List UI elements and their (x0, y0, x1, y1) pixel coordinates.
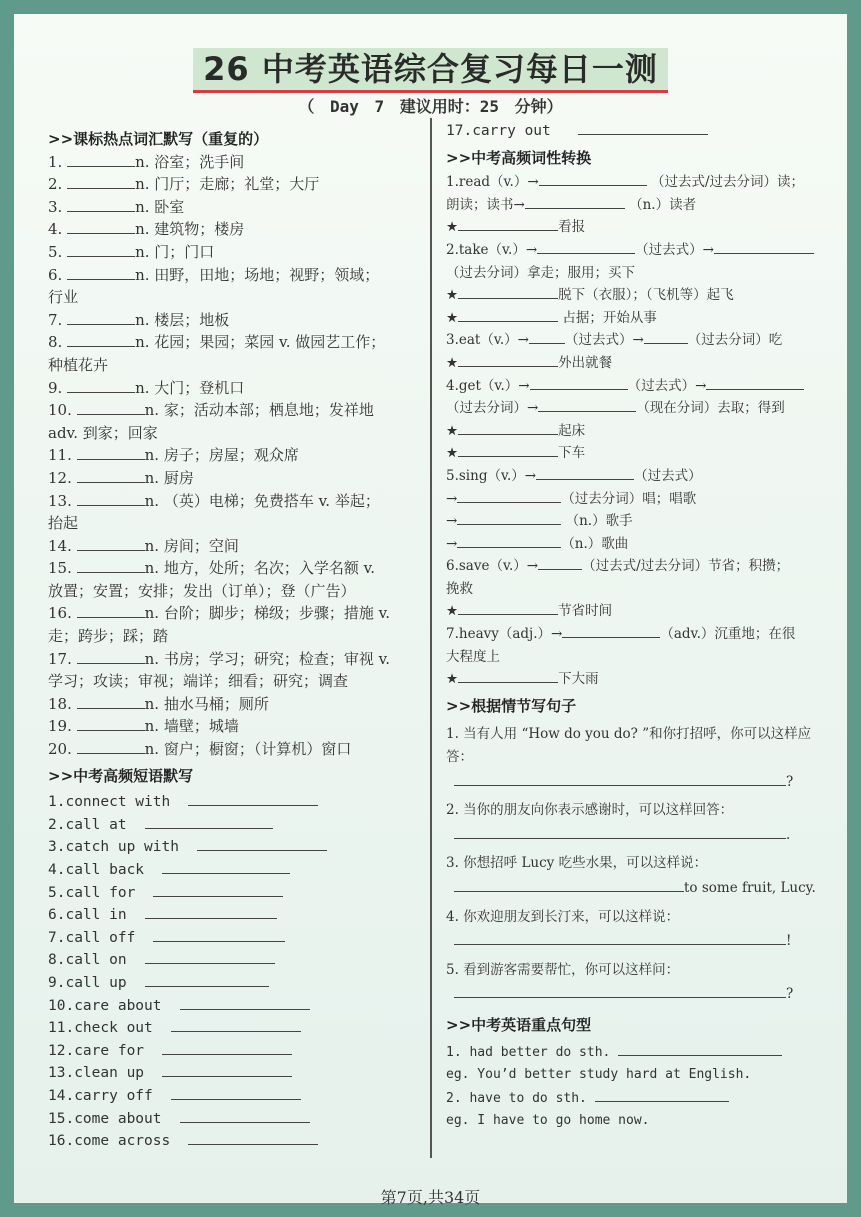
phrase-item (48, 1108, 420, 1131)
answer-blank[interactable] (457, 510, 561, 525)
wf-line (446, 623, 818, 646)
vocab-item (48, 196, 420, 219)
sentence-ending: ! (786, 933, 792, 950)
answer-blank[interactable] (67, 242, 135, 257)
vocab-item (48, 557, 420, 580)
answer-blank[interactable] (188, 1130, 318, 1145)
vocab-item (48, 490, 420, 513)
wf-text: （过去分词）唱；唱歌 (561, 490, 697, 507)
answer-blank[interactable] (562, 623, 660, 638)
wf-text: → (446, 513, 458, 530)
wf-text: 外出就餐 (558, 354, 613, 371)
sentence-prompt-cont: 答： (446, 749, 473, 766)
sentence-prompt: 3. 你想招呼 Lucy 吃些水果，可以这样说： (446, 855, 708, 872)
answer-blank[interactable] (530, 375, 628, 390)
wf-text: （过去式） (634, 467, 702, 484)
answer-blank[interactable] (706, 375, 804, 390)
vocab-item (48, 602, 420, 625)
star-icon: ★ (446, 287, 459, 304)
answer-blank[interactable] (457, 533, 561, 548)
phrase-item (48, 814, 420, 837)
vocab-item (48, 377, 420, 400)
answer-blank[interactable] (67, 265, 135, 280)
wf-text: 脱下（衣服）；（飞机等）起飞 (558, 287, 734, 304)
vocab-item (48, 648, 420, 671)
answer-row (446, 983, 818, 1006)
answer-blank[interactable] (77, 400, 145, 415)
phrase-text: 13.clean up (48, 1065, 145, 1082)
item-number: 11. (48, 446, 72, 465)
vocab-meaning-cont: adv. 到家；回家 (48, 423, 158, 442)
answer-blank[interactable] (538, 397, 636, 412)
answer-blank[interactable] (454, 771, 786, 786)
answer-blank[interactable] (458, 420, 558, 435)
answer-blank[interactable] (77, 739, 145, 754)
item-number: 20. (48, 740, 72, 759)
answer-blank[interactable] (180, 1108, 310, 1123)
item-number: 19. (48, 717, 72, 736)
wf-text: 大程度上 (446, 648, 500, 665)
answer-row (446, 930, 818, 953)
wf-line (446, 262, 818, 285)
phrase-item (48, 836, 420, 859)
wf-text: （过去分词）→ (446, 400, 539, 417)
item-number: 18. (48, 694, 72, 713)
answer-blank[interactable] (458, 600, 558, 615)
page-title (0, 44, 861, 90)
phrase-text: 9.call up (48, 974, 127, 991)
sentence-item (446, 906, 818, 953)
pattern-heading: >>中考英语重点句型 (446, 1015, 592, 1034)
answer-blank[interactable] (458, 284, 558, 299)
wf-text: 挽救 (446, 580, 473, 597)
pattern-text: 1. had better do sth. (446, 1044, 611, 1060)
item-number: 5. (48, 242, 63, 261)
phrase-item (48, 995, 420, 1018)
phrase-item (48, 1062, 420, 1085)
answer-blank[interactable] (145, 904, 277, 919)
wf-text: （过去式）→ (627, 377, 707, 394)
answer-blank[interactable] (714, 239, 814, 254)
sentence-heading: >>根据情节写句子 (446, 696, 577, 715)
answer-blank[interactable] (67, 332, 135, 347)
item-number: 3. (48, 197, 63, 216)
answer-blank[interactable] (539, 171, 647, 186)
wf-text: （过去式/过去分词）节省；积攒； (582, 558, 790, 575)
answer-blank[interactable] (458, 216, 558, 231)
answer-blank[interactable] (77, 491, 145, 506)
vocab-heading: >>课标热点词汇默写（重复的） (48, 130, 269, 148)
phrase-item (48, 1040, 420, 1063)
answer-blank[interactable] (525, 194, 625, 209)
vocab-item (48, 309, 420, 332)
answer-blank[interactable] (67, 378, 135, 393)
item-number: 2. (48, 175, 63, 194)
sentence-item (446, 852, 818, 899)
wf-text: （过去式）→ (635, 241, 714, 258)
answer-blank[interactable] (457, 488, 561, 503)
title-text: 26 中考英语综合复习每日一测 (193, 48, 668, 93)
wf-line (446, 510, 818, 533)
phrase-item (48, 904, 420, 927)
answer-blank[interactable] (595, 1087, 729, 1102)
phrase-item-17 (446, 120, 818, 143)
wf-text: 下车 (558, 445, 586, 462)
answer-row (446, 877, 818, 900)
answer-blank[interactable] (458, 442, 558, 457)
wf-text: 占据；开始从事 (562, 309, 657, 326)
wf-text: （n.）读者 (629, 196, 697, 213)
answer-blank[interactable] (77, 445, 145, 460)
item-number: 10. (48, 401, 72, 420)
wf-text: 1.read（v.）→ (446, 174, 539, 191)
wf-text: （n.）歌曲 (561, 535, 629, 552)
star-icon: ★ (446, 445, 459, 462)
wordform-section (446, 171, 818, 691)
pattern-item (446, 1041, 818, 1065)
vocab-meaning-cont: 种植花卉 (48, 355, 109, 374)
answer-blank[interactable] (454, 824, 786, 839)
item-number: 1. (48, 152, 63, 171)
wf-line (446, 171, 818, 194)
item-number: 8. (48, 333, 63, 352)
vocab-item (48, 218, 420, 241)
star-icon: ★ (446, 354, 459, 371)
wf-text: 4.get（v.）→ (446, 377, 530, 394)
wf-line (446, 555, 818, 578)
wf-line (446, 646, 818, 669)
vocab-item (48, 264, 420, 287)
vocab-meaning: n. 卧室 (135, 197, 185, 216)
wf-text: 6.save（v.）→ (446, 558, 539, 575)
vocab-item (48, 241, 420, 264)
page-footer: 第7页,共34页 (380, 1188, 481, 1207)
phrase-text: 10.care about (48, 997, 162, 1014)
answer-blank[interactable] (454, 983, 786, 998)
wf-line (446, 668, 818, 691)
wf-text: 下大雨 (558, 671, 599, 688)
left-column (48, 128, 420, 1153)
wf-line (446, 307, 818, 330)
wf-text: （过去式/过去分词）读； (650, 174, 805, 191)
star-icon: ★ (446, 422, 459, 439)
vocab-meaning: n. 门；门口 (135, 242, 215, 261)
wf-line (446, 397, 818, 420)
vocab-meaning: n. 家；活动本部；栖息地；发祥地 (144, 401, 374, 420)
star-icon: ★ (446, 309, 459, 326)
vocab-item (48, 331, 420, 354)
right-column (446, 120, 818, 1133)
answer-blank[interactable] (153, 927, 285, 942)
sentence-prompt: 4. 你欢迎朋友到长汀来，可以这样说： (446, 908, 680, 925)
vocab-item (48, 399, 420, 422)
phrase-text: 15.come about (48, 1110, 162, 1127)
pattern-list (446, 1041, 818, 1133)
item-number: 13. (48, 491, 72, 510)
phrase-item (48, 927, 420, 950)
answer-blank[interactable] (77, 558, 145, 573)
phrase-text: 12.care for (48, 1042, 145, 1059)
answer-blank[interactable] (77, 536, 145, 551)
answer-blank[interactable] (188, 791, 318, 806)
answer-blank[interactable] (180, 995, 310, 1010)
vocab-item (48, 715, 420, 738)
answer-blank[interactable] (458, 352, 558, 367)
wf-line (446, 420, 818, 443)
answer-blank[interactable] (538, 555, 582, 570)
wf-line (446, 465, 818, 488)
answer-blank[interactable] (454, 930, 786, 945)
vocab-meaning: n. 墙壁；城墙 (144, 717, 239, 736)
vocab-meaning: n. （英）电梯；免费搭车 v. 举起； (144, 491, 380, 510)
wf-text: 看报 (558, 219, 586, 236)
sentence-item (446, 799, 818, 846)
phrase-item (48, 972, 420, 995)
answer-blank[interactable] (197, 836, 327, 851)
phrase-item (48, 1017, 420, 1040)
item-number: 12. (48, 468, 72, 487)
answer-blank[interactable] (145, 814, 273, 829)
vocab-meaning: n. 田野，田地；场地；视野；领域； (135, 265, 380, 284)
vocab-meaning: n. 建筑物；楼房 (135, 220, 245, 239)
vocab-item (48, 693, 420, 716)
answer-blank[interactable] (458, 668, 558, 683)
phrase-text: 17.carry out (446, 123, 551, 139)
wf-text: 7.heavy（adj.）→ (446, 626, 563, 643)
vocab-meaning: n. 地方，处所；名次；入学名额 v. (144, 559, 376, 578)
sentence-ending: ? (786, 986, 794, 1003)
answer-blank[interactable] (77, 716, 145, 731)
wf-text: （adv.）沉重地；在很 (660, 626, 796, 643)
answer-blank[interactable] (162, 1062, 292, 1077)
answer-blank[interactable] (77, 603, 145, 618)
answer-blank[interactable] (578, 120, 708, 135)
answer-blank[interactable] (145, 972, 269, 987)
wf-line (446, 600, 818, 623)
wf-text: （过去分词）吃 (687, 332, 783, 349)
vocab-meaning-cont: 放置；安置；安排；发出（订单）；登（广告） (48, 581, 356, 600)
phrase-text: 5.call for (48, 884, 136, 901)
phrase-heading: >>中考高频短语默写 (48, 766, 194, 785)
pattern-example: eg. You’d better study hard at English. (446, 1067, 752, 1083)
vocab-meaning: n. 大门；登机口 (135, 378, 245, 397)
sentence-list (446, 723, 818, 1006)
item-number: 7. (48, 310, 63, 329)
sentence-ending: ? (786, 773, 794, 790)
answer-blank[interactable] (67, 174, 135, 189)
phrase-item (48, 791, 420, 814)
wf-text: （过去式）→ (564, 332, 644, 349)
wf-line (446, 284, 818, 307)
vocab-meaning-cont: 走；跨步；踩；踏 (48, 627, 169, 646)
wf-text: 朗读；读书→ (446, 196, 525, 213)
sentence-prompt: 1. 当有人用 “How do you do? ”和你打招呼，你可以这样应 (446, 726, 812, 743)
vocab-meaning: n. 房子；房屋；观众席 (144, 446, 299, 465)
vocab-meaning: n. 台阶；脚步；梯级；步骤；措施 v. (144, 604, 391, 623)
pattern-text: 2. have to do sth. (446, 1090, 587, 1106)
wf-line (446, 239, 818, 262)
item-number: 15. (48, 559, 72, 578)
vocab-item (48, 444, 420, 467)
vocab-meaning: n. 花园；果园；菜园 v. 做园艺工作； (135, 333, 386, 352)
wf-line (446, 533, 818, 556)
wf-text: 5.sing（v.）→ (446, 467, 537, 484)
wf-text: 2.take（v.）→ (446, 241, 538, 258)
vocab-meaning-cont: 学习；攻读；审视；端详；细看；研究；调查 (48, 672, 349, 691)
vocab-item (48, 738, 420, 761)
wf-line (446, 216, 818, 239)
wf-text: → (446, 490, 458, 507)
answer-blank[interactable] (171, 1085, 301, 1100)
answer-blank[interactable] (67, 219, 135, 234)
wf-text: 3.eat（v.）→ (446, 332, 529, 349)
pattern-example: eg. I have to go home now. (446, 1113, 650, 1129)
phrase-text: 7.call off (48, 929, 136, 946)
answer-blank[interactable] (153, 882, 283, 897)
vocab-item (48, 151, 420, 174)
answer-blank[interactable] (536, 465, 634, 480)
sentence-ending: . (786, 826, 791, 843)
vocab-item (48, 173, 420, 196)
pattern-item (446, 1087, 818, 1111)
phrase-text: 14.carry off (48, 1087, 153, 1104)
item-number: 16. (48, 604, 72, 623)
star-icon: ★ (446, 603, 459, 620)
vocab-meaning: n. 窗户；橱窗；（计算机）窗口 (144, 740, 352, 759)
phrase-item (48, 882, 420, 905)
answer-blank[interactable] (77, 649, 145, 664)
page-subtitle: （ Day 7 建议用时：25 分钟） (298, 97, 563, 116)
phrase-text: 11.check out (48, 1020, 153, 1037)
wf-text: （现在分词）去取；得到 (636, 400, 785, 417)
phrase-item (48, 1085, 420, 1108)
item-number: 14. (48, 536, 72, 555)
phrase-item (48, 1130, 420, 1153)
phrase-list (48, 791, 420, 1153)
item-number: 17. (48, 649, 72, 668)
answer-blank[interactable] (618, 1041, 782, 1056)
answer-blank[interactable] (67, 152, 135, 167)
answer-blank[interactable] (77, 694, 145, 709)
wf-line (446, 488, 818, 511)
vocab-meaning-cont: 抬起 (48, 514, 79, 533)
phrase-text: 4.call back (48, 862, 145, 878)
sentence-ending: to some fruit, Lucy. (684, 880, 816, 896)
vocab-item (48, 467, 420, 490)
wf-line (446, 352, 818, 375)
answer-blank[interactable] (171, 1017, 301, 1032)
wf-line (446, 578, 818, 601)
wf-line (446, 194, 818, 217)
item-number: 6. (48, 265, 63, 284)
wf-line (446, 442, 818, 465)
vocab-meaning: n. 书房；学习；研究；检查；审视 v. (144, 649, 391, 668)
phrase-text: 1.connect with (48, 794, 171, 811)
vocab-item (48, 535, 420, 558)
vocab-meaning: n. 厨房 (144, 468, 194, 487)
wordform-heading: >>中考高频词性转换 (446, 148, 592, 167)
answer-blank[interactable] (162, 859, 290, 874)
answer-blank[interactable] (162, 1040, 292, 1055)
phrase-text: 3.catch up with (48, 839, 179, 856)
vocab-meaning: n. 抽水马桶；厕所 (144, 694, 269, 713)
answer-blank[interactable] (529, 329, 565, 344)
star-icon: ★ (446, 219, 459, 236)
sentence-prompt: 5. 看到游客需要帮忙，你可以这样问： (446, 961, 680, 978)
column-divider (430, 118, 432, 1158)
wf-line (446, 329, 818, 352)
vocab-meaning: n. 门厅；走廊；礼堂；大厅 (135, 175, 320, 194)
phrase-text: 16.come across (48, 1133, 171, 1150)
sentence-item (446, 959, 818, 1006)
wf-line (446, 375, 818, 398)
phrase-text: 8.call on (48, 952, 127, 969)
phrase-text: 2.call at (48, 816, 127, 833)
star-icon: ★ (446, 671, 459, 688)
answer-row (446, 771, 818, 794)
wf-text: → (446, 535, 458, 552)
vocab-meaning-cont: 行业 (48, 288, 79, 307)
answer-blank[interactable] (458, 307, 558, 322)
vocab-meaning: n. 浴室；洗手间 (135, 152, 245, 171)
sentence-prompt: 2. 当你的朋友向你表示感谢时，可以这样回答： (446, 802, 734, 819)
phrase-item (48, 949, 420, 972)
answer-row (446, 824, 818, 847)
answer-blank[interactable] (454, 877, 684, 892)
answer-blank[interactable] (537, 239, 635, 254)
sentence-item (446, 723, 818, 793)
vocab-meaning: n. 楼层；地板 (135, 310, 230, 329)
phrase-item (48, 859, 420, 882)
answer-blank[interactable] (67, 197, 135, 212)
vocab-list (48, 151, 420, 761)
wf-text: （过去分词）拿走；服用；买下 (446, 264, 635, 281)
answer-blank[interactable] (145, 949, 275, 964)
wf-text: （n.）歌手 (565, 513, 633, 530)
phrase-text: 6.call in (48, 907, 127, 924)
wf-text: 节省时间 (558, 603, 613, 620)
answer-blank[interactable] (77, 468, 145, 483)
answer-blank[interactable] (67, 310, 135, 325)
item-number: 9. (48, 378, 63, 397)
wf-text: 起床 (558, 422, 586, 439)
answer-blank[interactable] (644, 329, 688, 344)
item-number: 4. (48, 220, 63, 239)
vocab-meaning: n. 房间；空间 (144, 536, 239, 555)
